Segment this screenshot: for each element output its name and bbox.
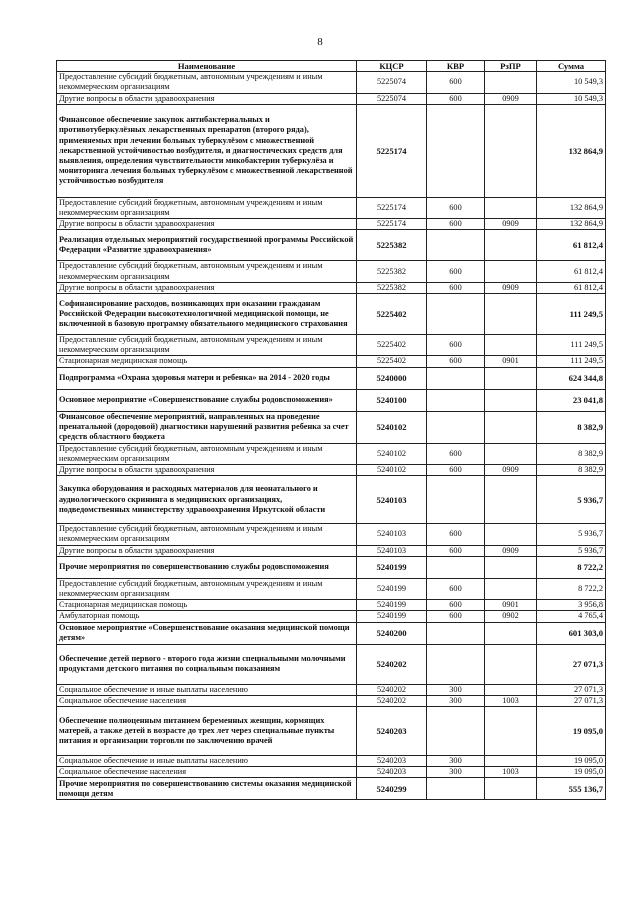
- cell-code: 5240202: [357, 684, 427, 695]
- cell-sum: 10 549,3: [537, 93, 606, 104]
- cell-kvr: 600: [427, 545, 485, 556]
- cell-kvr: [427, 778, 485, 800]
- cell-sum: 111 249,5: [537, 294, 606, 335]
- cell-sum: 5 936,7: [537, 524, 606, 545]
- cell-sum: 111 249,5: [537, 356, 606, 367]
- cell-kvr: 300: [427, 695, 485, 706]
- cell-rzpr: [485, 684, 537, 695]
- cell-name: Социальное обеспечение и иные выплаты населению: [57, 684, 357, 695]
- cell-name: Основное мероприятие «Совершенствование оказания медицинской помощи детям»: [57, 622, 357, 644]
- cell-name: Прочие мероприятия по совершенствованию службы родовспоможения: [57, 556, 357, 578]
- cell-kvr: 600: [427, 261, 485, 282]
- cell-kvr: 600: [427, 282, 485, 293]
- cell-name: Предоставление субсидий бюджетным, автономным учреждениям и иным некоммерческим организациям: [57, 578, 357, 599]
- table-row: [57, 197, 606, 218]
- cell-kvr: 600: [427, 578, 485, 599]
- table-row: [57, 261, 606, 282]
- table-row: [57, 104, 606, 197]
- table-row: [57, 465, 606, 476]
- table-row: [57, 72, 606, 93]
- table-row: [57, 93, 606, 104]
- cell-sum: 19 095,0: [537, 707, 606, 756]
- cell-rzpr: [485, 72, 537, 93]
- cell-kvr: [427, 707, 485, 756]
- table-row: [57, 622, 606, 644]
- cell-kvr: [427, 622, 485, 644]
- cell-name: Закупка оборудования и расходных материалов для неонатального и аудиологического скрининга в медицинских организациях, подведомственных министерству здравоохранения Иркутской области: [57, 476, 357, 524]
- cell-name: Софинансирование расходов, возникающих при оказании гражданам Российской Федерации высокотехнологичной медицинской помощи, не включенной в базовую программу обязательного медицинского страхования: [57, 294, 357, 335]
- table-row: [57, 335, 606, 356]
- table-row: [57, 578, 606, 599]
- cell-kvr: 600: [427, 465, 485, 476]
- cell-sum: 132 864,9: [537, 197, 606, 218]
- table-row: [57, 707, 606, 756]
- cell-rzpr: [485, 524, 537, 545]
- cell-rzpr: [485, 411, 537, 443]
- table-row: [57, 545, 606, 556]
- table-header-row: [57, 61, 606, 72]
- cell-sum: 601 303,0: [537, 622, 606, 644]
- cell-code: 5225174: [357, 219, 427, 230]
- cell-code: 5240103: [357, 524, 427, 545]
- cell-rzpr: [485, 261, 537, 282]
- cell-kvr: 300: [427, 767, 485, 778]
- table-row: [57, 524, 606, 545]
- cell-name: Обеспечение полноценным питанием беременных женщин, кормящих матерей, а также детей в возрасте до трех лет через специальные пункты питания и организации торговли по заключению врачей: [57, 707, 357, 756]
- cell-code: 5225402: [357, 335, 427, 356]
- table-row: [57, 389, 606, 411]
- cell-sum: 10 549,3: [537, 72, 606, 93]
- cell-rzpr: [485, 294, 537, 335]
- cell-name: Предоставление субсидий бюджетным, автономным учреждениям и иным некоммерческим организациям: [57, 335, 357, 356]
- cell-sum: 27 071,3: [537, 684, 606, 695]
- cell-rzpr: [485, 335, 537, 356]
- cell-code: 5240199: [357, 611, 427, 622]
- cell-sum: 3 956,8: [537, 600, 606, 611]
- cell-kvr: 300: [427, 684, 485, 695]
- cell-name: Прочие мероприятия по совершенствованию системы оказания медицинской помощи детям: [57, 778, 357, 800]
- cell-code: 5240203: [357, 756, 427, 767]
- header-name: Наименование: [57, 61, 357, 72]
- cell-name: Предоставление субсидий бюджетным, автономным учреждениям и иным некоммерческим организациям: [57, 72, 357, 93]
- cell-kvr: 600: [427, 72, 485, 93]
- cell-code: 5225074: [357, 72, 427, 93]
- cell-name: Финансовое обеспечение мероприятий, направленных на проведение пренатальной (дородовой) диагностики нарушений развития ребенка за счет средств областного бюджета: [57, 411, 357, 443]
- table-row: [57, 476, 606, 524]
- cell-name: Обеспечение детей первого - второго года жизни специальными молочными продуктами детского питания по социальным показаниям: [57, 644, 357, 684]
- table-row: [57, 684, 606, 695]
- cell-rzpr: 0909: [485, 282, 537, 293]
- table-row: [57, 644, 606, 684]
- cell-name: Предоставление субсидий бюджетным, автономным учреждениям и иным некоммерческим организациям: [57, 524, 357, 545]
- cell-name: Амбулаторная помощь: [57, 611, 357, 622]
- cell-rzpr: [485, 197, 537, 218]
- cell-sum: 132 864,9: [537, 104, 606, 197]
- cell-sum: 8 382,9: [537, 443, 606, 464]
- cell-kvr: [427, 367, 485, 389]
- cell-rzpr: 1003: [485, 695, 537, 706]
- cell-kvr: [427, 104, 485, 197]
- cell-rzpr: 0909: [485, 545, 537, 556]
- cell-sum: 19 095,0: [537, 756, 606, 767]
- cell-sum: 4 765,4: [537, 611, 606, 622]
- cell-code: 5225402: [357, 356, 427, 367]
- cell-rzpr: 0909: [485, 219, 537, 230]
- cell-kvr: 600: [427, 197, 485, 218]
- cell-name: Социальное обеспечение населения: [57, 695, 357, 706]
- cell-sum: 27 071,3: [537, 695, 606, 706]
- page-number: 8: [317, 36, 323, 48]
- cell-rzpr: 0902: [485, 611, 537, 622]
- cell-rzpr: 0909: [485, 465, 537, 476]
- cell-code: 5240103: [357, 545, 427, 556]
- cell-rzpr: [485, 578, 537, 599]
- cell-kvr: 600: [427, 335, 485, 356]
- cell-rzpr: [485, 389, 537, 411]
- cell-sum: 27 071,3: [537, 644, 606, 684]
- table-row: [57, 356, 606, 367]
- cell-sum: 555 136,7: [537, 778, 606, 800]
- cell-kvr: 600: [427, 443, 485, 464]
- table-row: [57, 767, 606, 778]
- header-sum: Сумма: [537, 61, 606, 72]
- cell-code: 5240202: [357, 695, 427, 706]
- cell-kvr: 600: [427, 219, 485, 230]
- cell-kvr: [427, 389, 485, 411]
- cell-sum: 111 249,5: [537, 335, 606, 356]
- table-row: [57, 556, 606, 578]
- cell-code: 5240199: [357, 578, 427, 599]
- cell-name: Финансовое обеспечение закупок антибактериальных и противотуберкулёзных лекарственных препаратов (второго ряда), применяемых при лечении больных туберкулёзом с множественной лекарственной устойчивостью возбудителя, и диагностических средств для выявления, определения чувствительности микобактерии туберкулёза и мониторинга лечения больных туберкулёзом с множественной лекарственной устойчивостью возбудителя: [57, 104, 357, 197]
- cell-name: Подпрограмма «Охрана здоровья матери и ребенка» на 2014 - 2020 годы: [57, 367, 357, 389]
- cell-rzpr: 1003: [485, 767, 537, 778]
- cell-code: 5225074: [357, 93, 427, 104]
- table-row: [57, 367, 606, 389]
- table-row: [57, 443, 606, 464]
- cell-rzpr: [485, 622, 537, 644]
- cell-name: Стационарная медицинская помощь: [57, 356, 357, 367]
- cell-code: 5240103: [357, 476, 427, 524]
- table-row: [57, 294, 606, 335]
- cell-sum: 5 936,7: [537, 545, 606, 556]
- cell-rzpr: [485, 644, 537, 684]
- cell-code: 5240200: [357, 622, 427, 644]
- cell-name: Социальное обеспечение населения: [57, 767, 357, 778]
- cell-kvr: [427, 476, 485, 524]
- cell-rzpr: [485, 476, 537, 524]
- cell-rzpr: [485, 556, 537, 578]
- header-rzpr: РзПР: [485, 61, 537, 72]
- table-row: [57, 230, 606, 261]
- table-row: [57, 611, 606, 622]
- cell-rzpr: [485, 367, 537, 389]
- header-kvr: КВР: [427, 61, 485, 72]
- cell-code: 5225382: [357, 261, 427, 282]
- budget-table: [56, 60, 606, 800]
- cell-sum: 8 382,9: [537, 411, 606, 443]
- cell-rzpr: [485, 230, 537, 261]
- cell-kvr: [427, 411, 485, 443]
- cell-code: 5240000: [357, 367, 427, 389]
- cell-name: Стационарная медицинская помощь: [57, 600, 357, 611]
- cell-kvr: 600: [427, 356, 485, 367]
- table-row: [57, 778, 606, 800]
- cell-code: 5240102: [357, 465, 427, 476]
- cell-code: 5240199: [357, 600, 427, 611]
- cell-rzpr: 0901: [485, 356, 537, 367]
- table-row: [57, 756, 606, 767]
- cell-code: 5240203: [357, 707, 427, 756]
- cell-code: 5225382: [357, 282, 427, 293]
- cell-code: 5240203: [357, 767, 427, 778]
- table-row: [57, 411, 606, 443]
- cell-name: Предоставление субсидий бюджетным, автономным учреждениям и иным некоммерческим организациям: [57, 443, 357, 464]
- cell-name: Другие вопросы в области здравоохранения: [57, 465, 357, 476]
- cell-name: Предоставление субсидий бюджетным, автономным учреждениям и иным некоммерческим организациям: [57, 197, 357, 218]
- cell-code: 5225382: [357, 230, 427, 261]
- cell-code: 5240102: [357, 411, 427, 443]
- cell-sum: 8 382,9: [537, 465, 606, 476]
- cell-code: 5240100: [357, 389, 427, 411]
- cell-sum: 61 812,4: [537, 261, 606, 282]
- cell-rzpr: [485, 707, 537, 756]
- cell-kvr: 600: [427, 93, 485, 104]
- cell-name: Другие вопросы в области здравоохранения: [57, 219, 357, 230]
- table-row: [57, 695, 606, 706]
- cell-kvr: 600: [427, 611, 485, 622]
- cell-name: Другие вопросы в области здравоохранения: [57, 93, 357, 104]
- cell-kvr: [427, 230, 485, 261]
- cell-kvr: 300: [427, 756, 485, 767]
- cell-sum: 624 344,8: [537, 367, 606, 389]
- cell-sum: 5 936,7: [537, 476, 606, 524]
- cell-sum: 61 812,4: [537, 230, 606, 261]
- cell-sum: 61 812,4: [537, 282, 606, 293]
- cell-sum: 8 722,2: [537, 556, 606, 578]
- cell-name: Основное мероприятие «Совершенствование службы родовспоможения»: [57, 389, 357, 411]
- table-row: [57, 600, 606, 611]
- cell-sum: 8 722,2: [537, 578, 606, 599]
- cell-name: Другие вопросы в области здравоохранения: [57, 282, 357, 293]
- cell-kvr: 600: [427, 524, 485, 545]
- cell-sum: 132 864,9: [537, 219, 606, 230]
- cell-sum: 19 095,0: [537, 767, 606, 778]
- cell-name: Социальное обеспечение и иные выплаты населению: [57, 756, 357, 767]
- cell-sum: 23 041,8: [537, 389, 606, 411]
- cell-code: 5225174: [357, 197, 427, 218]
- cell-name: Предоставление субсидий бюджетным, автономным учреждениям и иным некоммерческим организациям: [57, 261, 357, 282]
- cell-rzpr: 0901: [485, 600, 537, 611]
- cell-name: Другие вопросы в области здравоохранения: [57, 545, 357, 556]
- header-code: КЦСР: [357, 61, 427, 72]
- cell-name: Реализация отдельных мероприятий государственной программы Российской Федерации «Развитие здравоохранения»: [57, 230, 357, 261]
- cell-rzpr: 0909: [485, 93, 537, 104]
- cell-code: 5225174: [357, 104, 427, 197]
- table-row: [57, 282, 606, 293]
- cell-kvr: [427, 294, 485, 335]
- cell-kvr: [427, 556, 485, 578]
- table-row: [57, 219, 606, 230]
- cell-code: 5240299: [357, 778, 427, 800]
- cell-rzpr: [485, 104, 537, 197]
- cell-code: 5240102: [357, 443, 427, 464]
- cell-rzpr: [485, 778, 537, 800]
- cell-rzpr: [485, 443, 537, 464]
- cell-code: 5225402: [357, 294, 427, 335]
- cell-kvr: [427, 644, 485, 684]
- cell-code: 5240202: [357, 644, 427, 684]
- cell-rzpr: [485, 756, 537, 767]
- cell-kvr: 600: [427, 600, 485, 611]
- cell-code: 5240199: [357, 556, 427, 578]
